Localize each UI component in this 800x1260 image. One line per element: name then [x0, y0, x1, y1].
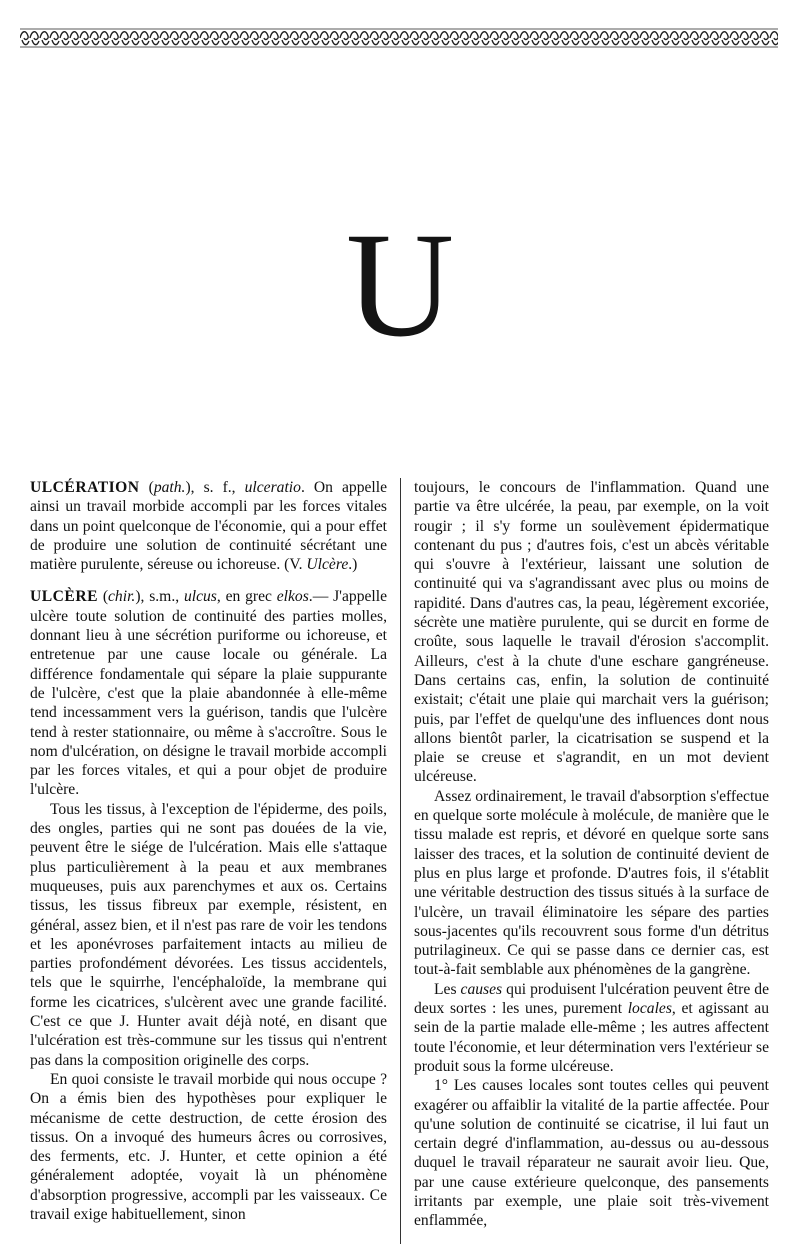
- term-locales: locales: [627, 1000, 672, 1018]
- ornamental-header-border: [20, 27, 778, 49]
- paragraph-continuation: toujours, le concours de l'inflammation. Quand une partie va être ulcérée, la peau, par exemple, on la voit rougir ; il s'y forme un soulèvement épidermatique contenant du pus ; d'autres fois, c'est un abcès véritable qui s'ouvre à l'extérieur, laissant une solution de continuité qui va s'agrandissant avec plus ou moins de rapidité. Dans d'autres cas, la peau, légèrement excoriée, sécrète une matière purulente, qui se durcit en forme de croûte, sous laquelle le travail d'érosion s'accomplit. Ailleurs, c'est à la chute d'une eschare gangréneuse. Dans certains cas, enfin, la solution de continuité existait; c'était une plaie qui marchait vers la guérison; puis, par l'effet de quelqu'une des influences dont nous allons bientôt parler, la cicatrisation se suspend et la plaie se creuse et s'agrandit, en un mot devient ulcéreuse.: [414, 479, 769, 786]
- paragraph-tissus: Tous les tissus, à l'exception de l'épiderme, des poils, des ongles, parties qui ne sont pas douées de la vie, peuvent être le siége de l'ulcération. Mais elle s'attaque plus particulièrement à la peau et aux membranes muqueuses, puis aux parenchymes et aux os. Certains tissus, les tissus fibreux par exemple, résistent, en général, assez bien, et il n'est pas rare de voir les tendons et les aponévroses parfaitement intacts au milieu de parties profondément dévorées. Les tissus accidentels, tels que le squirrhe, l'encéphaloïde, la membrane qui forme les cicatrices, s'ulcèrent avec une grande facilité. C'est ce que J. Hunter avait déjà noté, en disant que l'ulcération est très-commune sur les tissus qui n'entrent pas dans la composition originelle des corps.: [30, 800, 387, 1069]
- left-column: [30, 478, 387, 1224]
- latin-ulcus: ulcus: [183, 588, 217, 606]
- abbr-chir: chir.: [108, 588, 136, 606]
- headword-ulcere: ULCÈRE: [30, 588, 98, 606]
- latin-ulceratio: ulceratio: [244, 479, 301, 496]
- paragraph-causes: Les causes qui produisent l'ulcération peuvent être de deux sortes : les unes, purement locales, et agissant au sein de la partie malade elle-même ; les autres affectent toute l'économie, et leur détermination vers l'extérieur se produit sous la forme ulcéreuse.: [414, 980, 769, 1075]
- entry-ulceration: ULCÉRATION (path.), s. f., ulceratio. On appelle ainsi un travail morbide accompli par les forces vitales dans un point quelconque de l'économie, qui a pour effet de produire une solution de continuité sécrétant une matière purulente, séreuse ou ichoreuse. (V. Ulcère.): [30, 479, 388, 574]
- paragraph-mecanisme: En quoi consiste le travail morbide qui nous occupe ? On a émis bien des hypothèses pour expliquer le mécanisme de cette destruction, de cette érosion des tissus. On a invoqué des humeurs âcres ou corrosives, des ferments, etc. J. Hunter, et cette opinion a été généralement adoptée, voyait là un phénomène d'absorption progressive, accompli par les vaisseaux. Ce travail exige habituellement, sinon: [30, 1070, 387, 1223]
- headword-ulceration: ULCÉRATION: [30, 479, 140, 496]
- paragraph-causes-locales: 1° Les causes locales sont toutes celles qui peuvent exagérer ou affaiblir la vitalité de la partie affectée. Pour qu'une solution de continuité se cicatrise, il lui faut un certain degré d'inflammation, au-dessus ou au-dessous duquel le travail réparateur ne saurait avoir lieu. Que, par une cause extérieure quelconque, des pansements irritants par exemple, une plaie soit très-vivement enflammée,: [414, 1077, 769, 1230]
- term-causes: causes: [460, 980, 503, 998]
- greek-elkos: elkos: [276, 588, 309, 606]
- ref-ulcere: Ulcère: [306, 556, 349, 574]
- entry-ulcere: ULCÈRE (chir.), s.m., ulcus, en grec elkos.— J'appelle ulcère toute solution de continuité des parties molles, donnant lieu à une sécrétion puriforme ou ichoreuse, et entretenue par une cause locale ou générale. La différence fondamentale qui sépare la plaie suppurante de l'ulcère, c'est que la plaie abandonnée à elle-même tend incessamment vers la guérison, tandis que l'ulcère tend à rester stationnaire, ou même à s'accroître. Sous le nom d'ulcération, on désigne le travail morbide accompli par les forces vitales, et qui a pour objet de produire l'ulcère.: [30, 588, 388, 799]
- chapter-letter: U: [345, 202, 455, 368]
- right-column: [414, 478, 769, 1231]
- paragraph-absorption: Assez ordinairement, le travail d'absorption s'effectue en quelque sorte molécule à molécule, de manière que le tissu malade est repris, et dévoré en quelque sorte sans laisser des traces, et la solution de continuité devient de plus en plus large et profonde. D'autres fois, il s'établit une véritable destruction des tissus situés à la surface de l'ulcère, un travail éliminatoire les sépare des parties sous-jacentes qu'ils recouvrent sous forme d'un détritus putrilagineux. Ce qui se passe dans ce dernier cas, est tout-à-fait semblable aux phénomènes de la gangrène.: [414, 787, 769, 979]
- abbr-path: path.: [153, 479, 186, 496]
- ornament-scroll: [20, 32, 778, 45]
- column-divider: [400, 478, 401, 1244]
